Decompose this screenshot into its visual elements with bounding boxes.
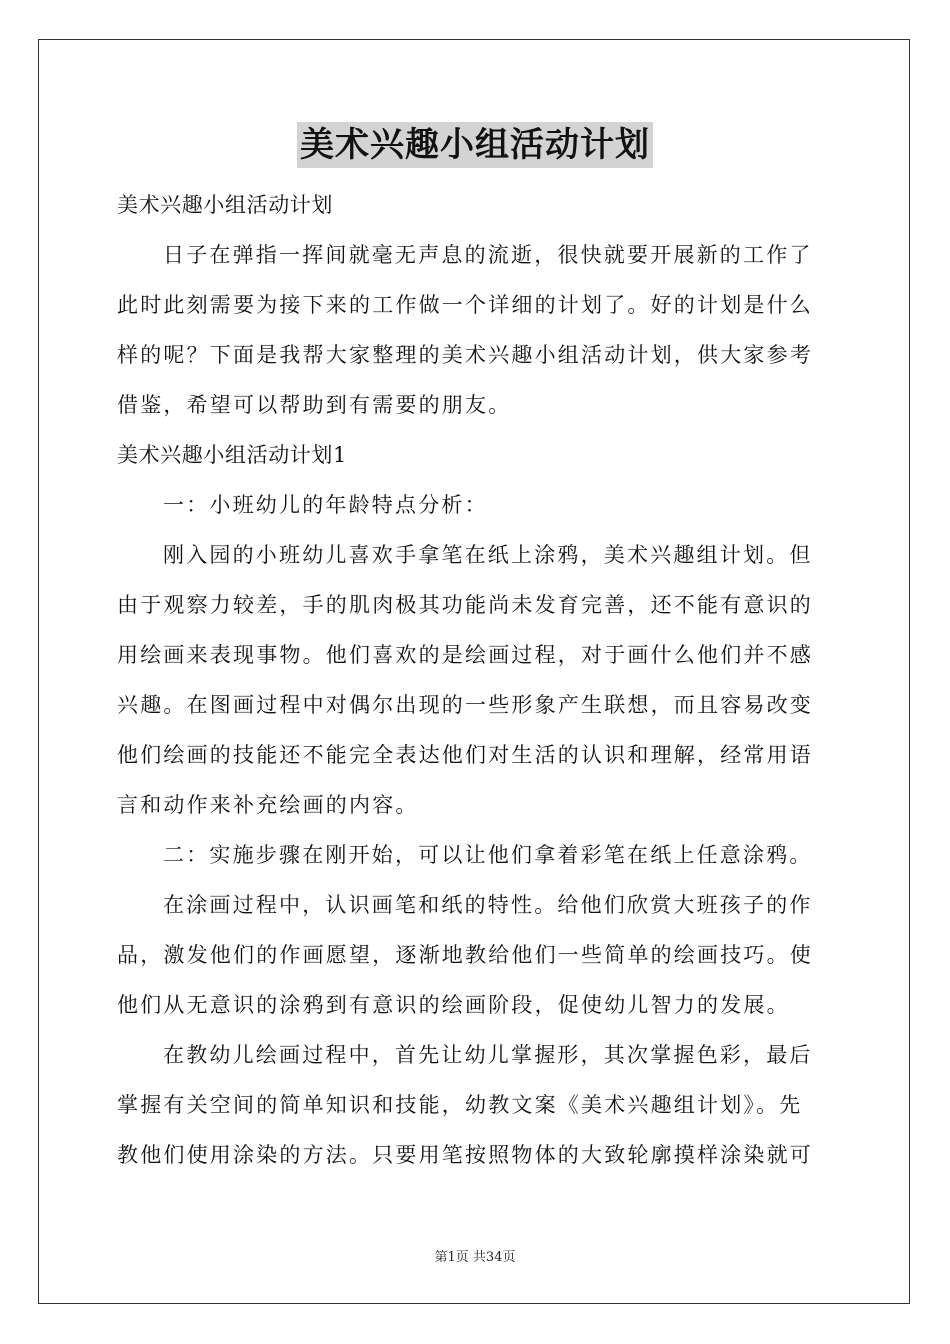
- paragraph-line: 此时此刻需要为接下来的工作做一个详细的计划了。好的计划是什么: [117, 293, 813, 317]
- paragraph-line: 一：小班幼儿的年龄特点分析：: [163, 493, 488, 517]
- paragraph-line: 教他们使用涂染的方法。只要用笔按照物体的大致轮廓摸样涂染就可: [117, 1143, 813, 1167]
- document-title: 美术兴趣小组活动计划: [297, 122, 653, 168]
- paragraph-line: 由于观察力较差，手的肌肉极其功能尚未发育完善，还不能有意识的: [117, 593, 813, 617]
- paragraph-line: 掌握有关空间的简单知识和技能，幼教文案《美术兴趣组计划》。先: [117, 1093, 803, 1117]
- paragraph-line: 他们从无意识的涂鸦到有意识的绘画阶段，促使幼儿智力的发展。: [117, 993, 790, 1017]
- paragraph-line: 样的呢？下面是我帮大家整理的美术兴趣小组活动计划，供大家参考: [117, 343, 813, 367]
- paragraph-line: 用绘画来表现事物。他们喜欢的是绘画过程，对于画什么他们并不感: [117, 643, 813, 667]
- page-footer: 第1页 共34页: [434, 1250, 516, 1265]
- title-container: [0, 122, 950, 168]
- paragraph-line: 在教幼儿绘画过程中，首先让幼儿掌握形，其次掌握色彩，最后: [163, 1043, 813, 1067]
- paragraph-line: 言和动作来补充绘画的内容。: [117, 793, 419, 817]
- paragraph-line: 在涂画过程中，认识画笔和纸的特性。给他们欣赏大班孩子的作: [163, 893, 813, 917]
- section-heading: 美术兴趣小组活动计划1: [117, 443, 347, 467]
- paragraph-line: 刚入园的小班幼儿喜欢手拿笔在纸上涂鸦，美术兴趣组计划。但: [163, 543, 813, 567]
- paragraph-line: 兴趣。在图画过程中对偶尔出现的一些形象产生联想，而且容易改变: [117, 693, 813, 717]
- paragraph-line: 品，激发他们的作画愿望，逐渐地教给他们一些简单的绘画技巧。使: [117, 943, 813, 967]
- paragraph-line: 他们绘画的技能还不能完全表达他们对生活的认识和理解，经常用语: [117, 743, 813, 767]
- paragraph-line: 二：实施步骤在刚开始，可以让他们拿着彩笔在纸上任意涂鸦。: [163, 843, 813, 867]
- paragraph-line: 借鉴，希望可以帮助到有需要的朋友。: [117, 393, 512, 417]
- document-body: [117, 180, 833, 1180]
- paragraph-line: 日子在弹指一挥间就毫无声息的流逝，很快就要开展新的工作了: [163, 243, 813, 267]
- subtitle-line: 美术兴趣小组活动计划: [117, 193, 333, 217]
